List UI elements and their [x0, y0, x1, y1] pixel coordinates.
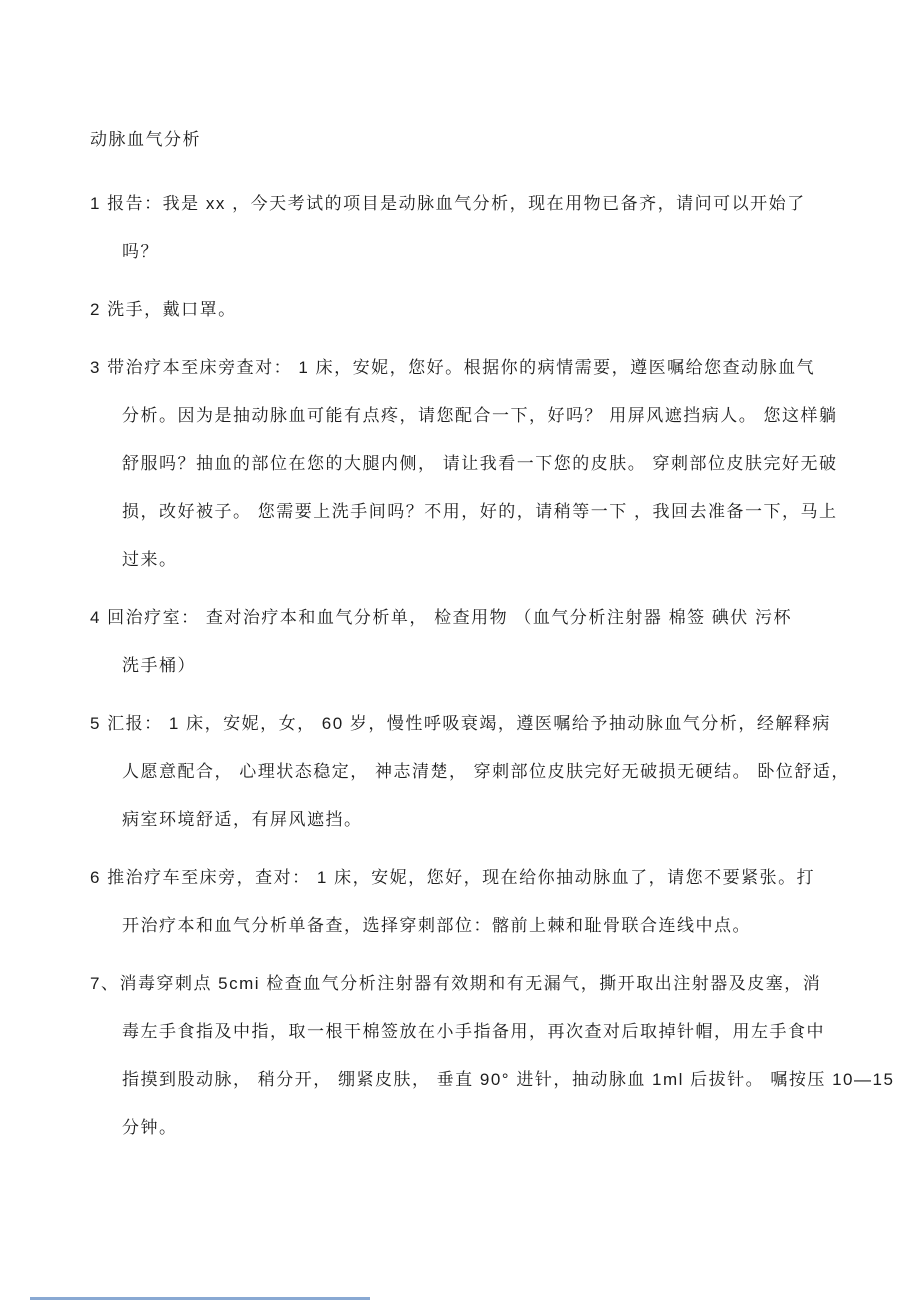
- paragraph-7-line-1: 7、消毒穿刺点 5cmi 检查血气分析注射器有效期和有无漏气，撕开取出注射器及皮塞，消: [90, 974, 822, 993]
- paragraph-3-line-1: 3 带治疗本至床旁查对： 1 床，安妮，您好。根据你的病情需要，遵医嘱给您查动脉血气: [90, 358, 816, 377]
- paragraph-3-line-3: 舒服吗？抽血的部位在您的大腿内侧， 请让我看一下您的皮肤。 穿刺部位皮肤完好无破: [122, 454, 838, 473]
- paragraph-3: [90, 344, 860, 584]
- document-title: 动脉血气分析: [90, 130, 201, 149]
- paragraph-3-line-4: 损，改好被子。 您需要上洗手间吗？不用，好的，请稍等一下 ，我回去准备一下，马上: [122, 502, 838, 521]
- paragraph-5-line-1: 5 汇报： 1 床，安妮，女， 60 岁，慢性呼吸衰竭，遵医嘱给予抽动脉血气分析，经解释病: [90, 714, 831, 733]
- paragraph-7-line-4: 分钟。: [122, 1118, 178, 1137]
- paragraph-4: [90, 594, 860, 690]
- paragraph-7-line-2: 毒左手食指及中指，取一根干棉签放在小手指备用，再次查对后取掉针帽，用左手食中: [122, 1022, 825, 1041]
- paragraph-2-line-1: 2 洗手，戴口罩。: [90, 300, 237, 319]
- paragraph-6-line-1: 6 推治疗车至床旁，查对： 1 床，安妮，您好，现在给你抽动脉血了，请您不要紧张。打: [90, 868, 816, 887]
- paragraph-3-line-2: 分析。因为是抽动脉血可能有点疼，请您配合一下，好吗？ 用屏风遮挡病人。 您这样躺: [122, 406, 838, 425]
- paragraph-2: [90, 286, 860, 334]
- paragraph-4-line-2: 洗手桶）: [122, 656, 196, 675]
- paragraph-5: [90, 700, 860, 844]
- paragraph-7: [90, 960, 895, 1152]
- paragraph-1-line-1: 1 报告：我是 xx ，今天考试的项目是动脉血气分析，现在用物已备齐，请问可以开始了: [90, 194, 806, 213]
- page-bottom-rule: [30, 1297, 370, 1300]
- paragraph-5-line-3: 病室环境舒适，有屏风遮挡。: [122, 810, 363, 829]
- paragraph-3-line-5: 过来。: [122, 550, 178, 569]
- paragraph-6: [90, 854, 860, 950]
- paragraph-5-line-2: 人愿意配合， 心理状态稳定， 神志清楚， 穿刺部位皮肤完好无破损无硬结。 卧位舒适，: [122, 762, 850, 781]
- paragraph-1-line-2: 吗？: [122, 242, 159, 261]
- paragraph-7-line-3: 指摸到股动脉， 稍分开， 绷紧皮肤， 垂直 90° 进针，抽动脉血 1ml 后拔针。 嘱按压 10—15: [122, 1070, 895, 1089]
- document-page: [90, 116, 895, 1162]
- paragraph-4-line-1: 4 回治疗室： 查对治疗本和血气分析单， 检查用物 （血气分析注射器 棉签 碘伏 污杯: [90, 608, 793, 627]
- paragraph-1: [90, 180, 860, 276]
- paragraph-6-line-2: 开治疗本和血气分析单备查，选择穿刺部位：髂前上棘和耻骨联合连线中点。: [122, 916, 751, 935]
